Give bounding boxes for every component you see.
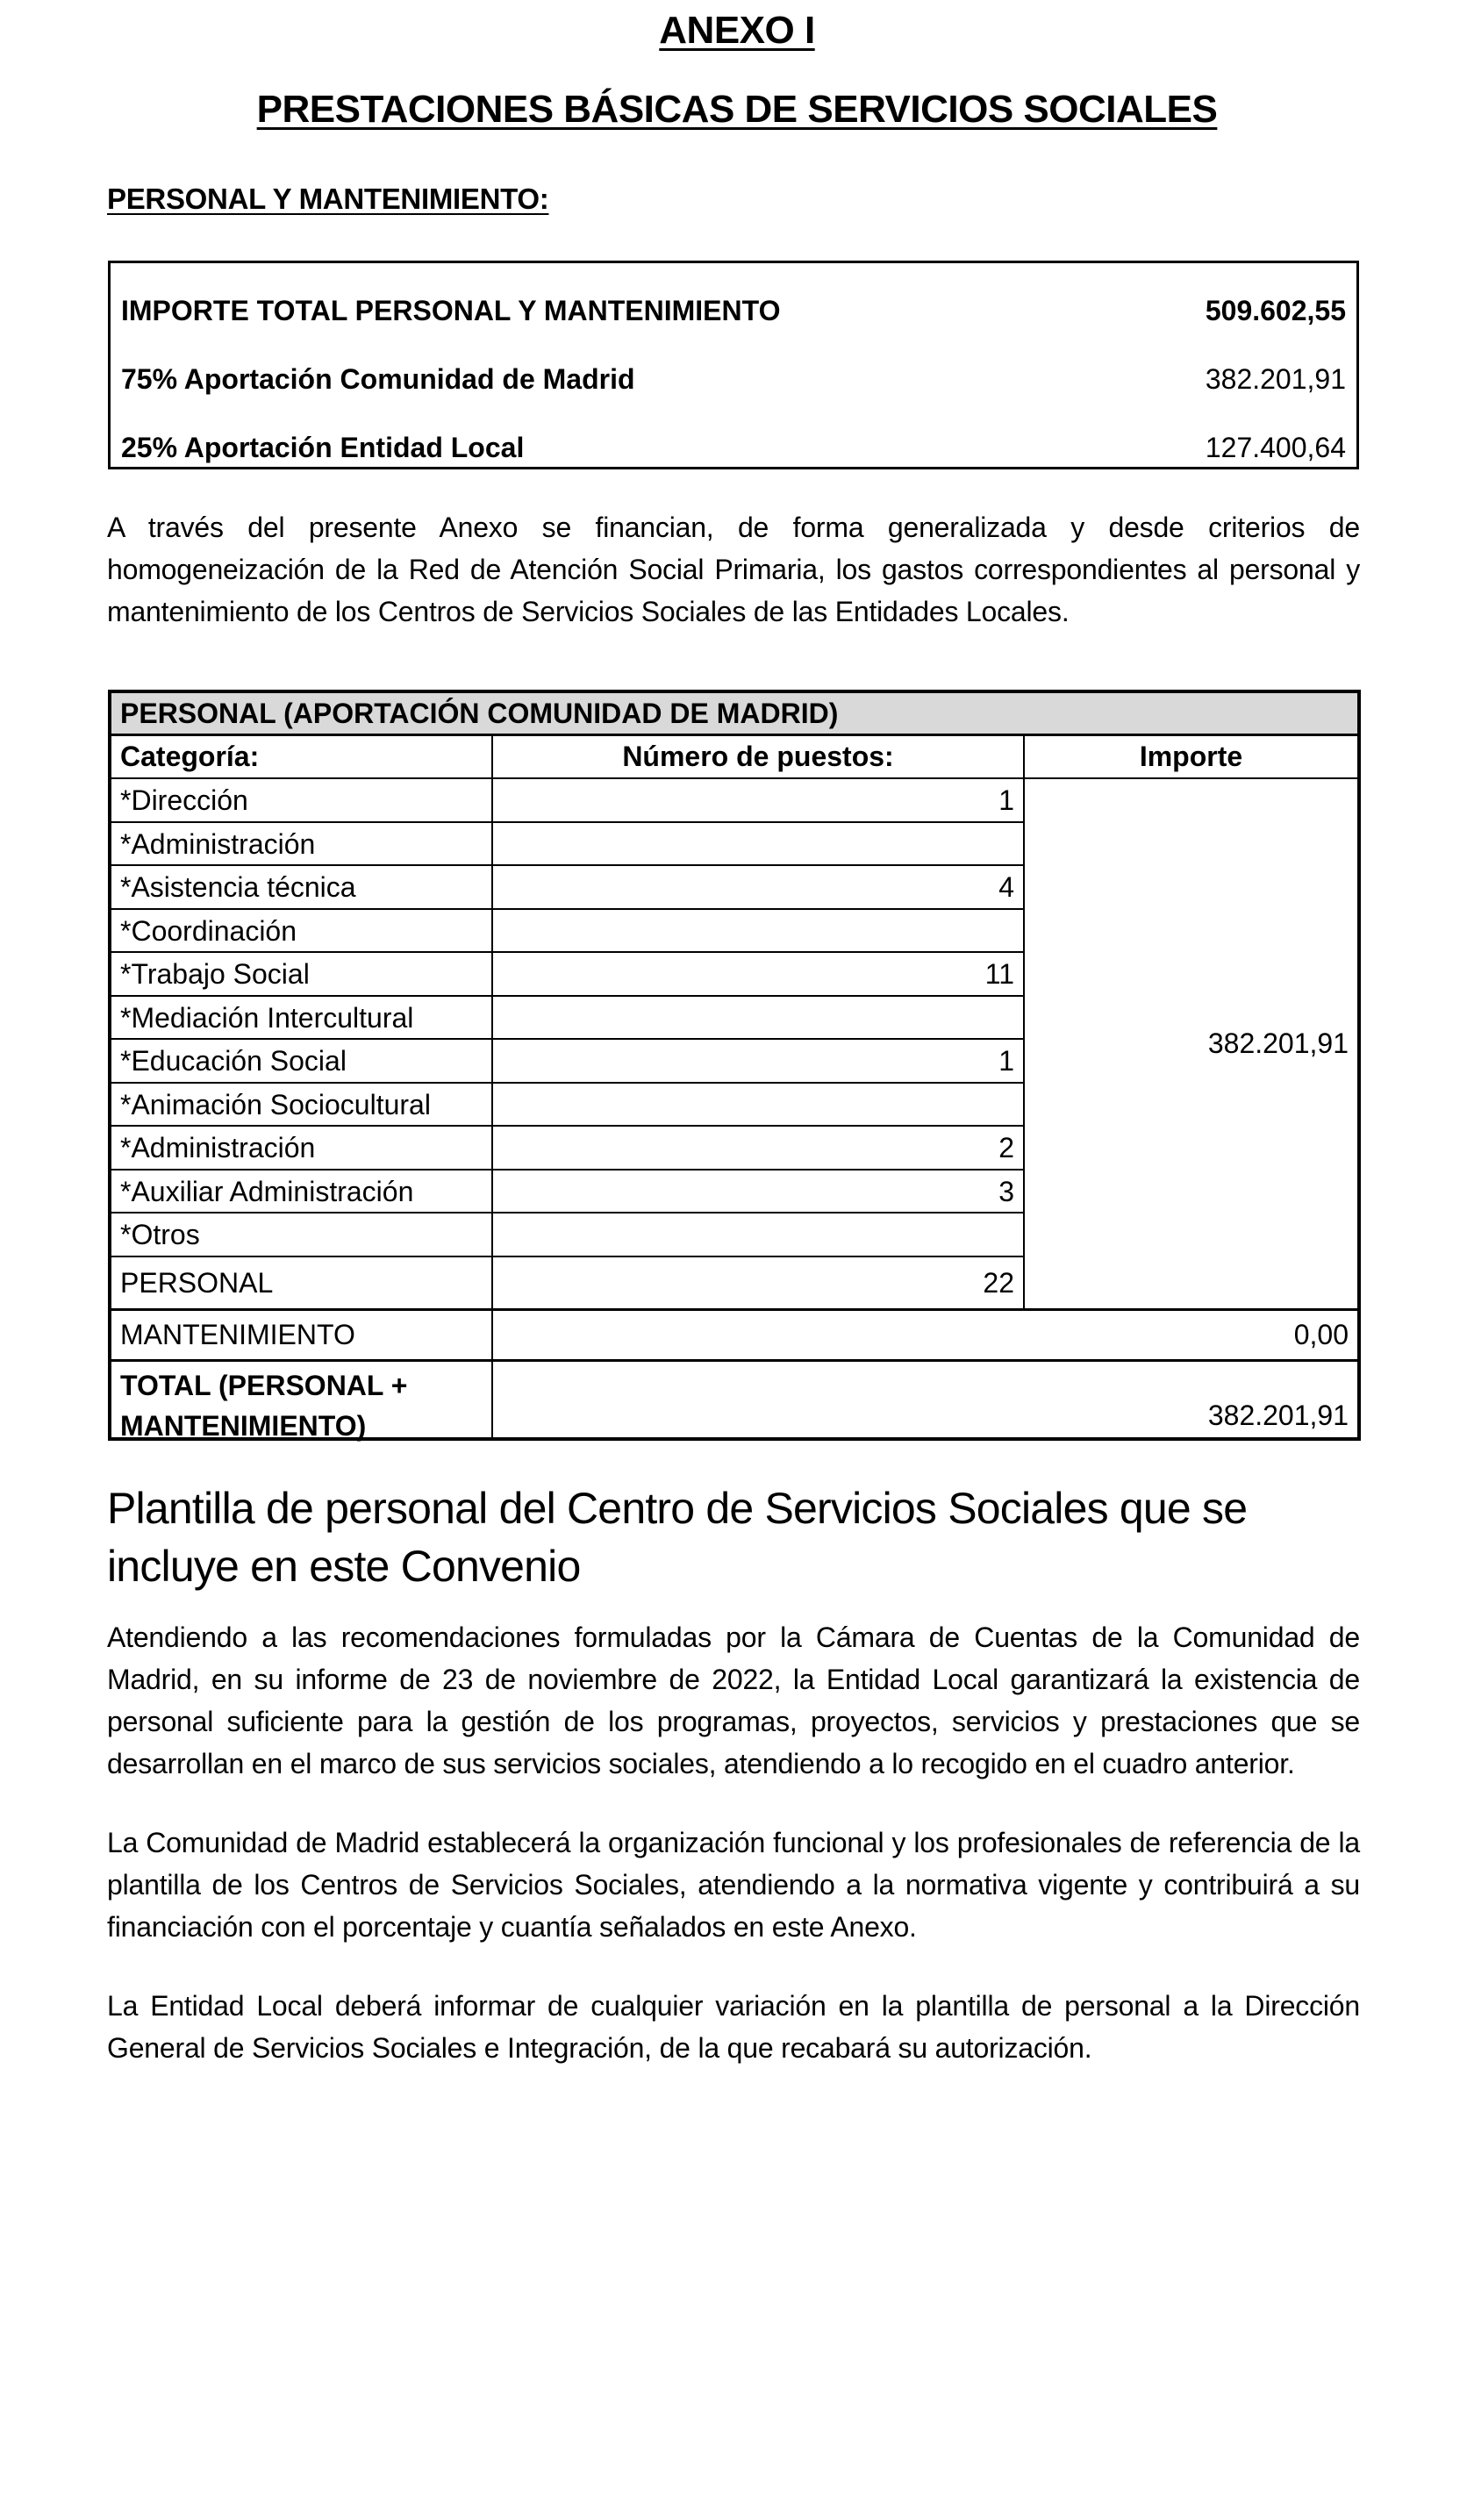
staff-row-category-text: *Administración [120, 828, 316, 860]
summary-row-cam [121, 362, 1346, 397]
staff-row-category [111, 1213, 491, 1256]
staff-row-category [111, 1257, 491, 1308]
column-header-amount-text: Importe [1139, 741, 1243, 772]
staff-row-category [111, 1127, 491, 1169]
staff-row-positions [493, 1040, 1023, 1082]
staff-row-category-text: *Animación Sociocultural [120, 1089, 431, 1120]
staff-row-positions-text: 4 [998, 871, 1014, 903]
staff-row-category-text: *Otros [120, 1219, 200, 1250]
maintenance-label-text: MANTENIMIENTO [120, 1319, 355, 1350]
staff-table-title-text: PERSONAL (APORTACIÓN COMUNIDAD DE MADRID) [120, 698, 839, 729]
staff-row-category [111, 953, 491, 995]
column-header-amount [1025, 735, 1357, 777]
personal-amount-cell-text: 382.201,91 [1207, 1027, 1349, 1060]
staff-row-category-text: PERSONAL [120, 1267, 274, 1299]
summary-row-total [121, 293, 1346, 328]
staff-row-positions [493, 1213, 1023, 1256]
staff-row-category [111, 823, 491, 865]
summary-cam-value: 382.201,91 [1205, 363, 1346, 395]
total-value-text: 382.201,91 [1207, 1400, 1349, 1431]
staff-row-category [111, 779, 491, 821]
staff-row-category-text: *Mediación Intercultural [120, 1002, 414, 1034]
annex-subtitle: PRESTACIONES BÁSICAS DE SERVICIOS SOCIALES [256, 88, 1218, 131]
staff-row-category-text: *Dirección [120, 784, 248, 816]
staff-row-category [111, 910, 491, 952]
staff-row-category-text: *Trabajo Social [120, 958, 310, 990]
staff-row-category-text: *Auxiliar Administración [120, 1176, 414, 1207]
staff-row-category [111, 1084, 491, 1126]
summary-row-local [121, 430, 1346, 465]
staff-row-positions [493, 866, 1023, 908]
section2-heading: Plantilla de personal del Centro de Servicios Sociales que se incluye en este Convenio [107, 1484, 1248, 1591]
staff-table-title [111, 693, 1357, 734]
staff-row-category-text: *Asistencia técnica [120, 871, 356, 903]
staff-row-positions-text: 2 [998, 1132, 1014, 1163]
total-value [493, 1362, 1357, 1438]
staff-table [108, 690, 1361, 1441]
maintenance-label [111, 1311, 491, 1359]
staff-row-positions [493, 910, 1023, 952]
staff-row-positions [493, 1257, 1023, 1308]
table-border-right [1357, 690, 1361, 1441]
staff-row-category [111, 1171, 491, 1213]
funding-summary-box [108, 261, 1359, 469]
summary-cam-label: 75% Aportación Comunidad de Madrid [121, 363, 635, 395]
staff-row-category-text: *Educación Social [120, 1045, 347, 1077]
intro-paragraph: A través del presente Anexo se financian, de forma generalizada y desde criterios de homogeneización de la Red de Atención Social Primaria, los gastos correspondientes al personal y mantenimiento de los Centros de Servicios Sociales de las Entidades Locales. [107, 512, 1360, 627]
staff-row-positions [493, 823, 1023, 865]
column-header-positions-text: Número de puestos: [622, 741, 894, 772]
staff-row-positions-text: 11 [984, 958, 1014, 990]
total-label [111, 1362, 491, 1442]
paragraph-variation: La Entidad Local deberá informar de cualquier variación en la plantilla de personal a la Dirección General de Servicios Sociales e Integración, de la que recabará su autorización. [107, 1990, 1360, 2064]
staff-row-category [111, 866, 491, 908]
staff-row-category [111, 997, 491, 1039]
staff-row-category-text: *Coordinación [120, 915, 297, 947]
total-label-line2: MANTENIMIENTO) [120, 1409, 367, 1442]
annex-title: ANEXO I [659, 9, 815, 52]
staff-row-category-text: *Administración [120, 1132, 316, 1163]
staff-row-category [111, 1040, 491, 1082]
staff-row-positions [493, 1171, 1023, 1213]
maintenance-value [493, 1311, 1357, 1359]
summary-local-label: 25% Aportación Entidad Local [121, 432, 525, 463]
staff-row-positions [493, 779, 1023, 821]
section-label-personal: PERSONAL Y MANTENIMIENTO: [107, 183, 549, 215]
column-header-category-text: Categoría: [120, 741, 260, 772]
staff-row-positions [493, 1084, 1023, 1126]
staff-row-positions-text: 3 [998, 1176, 1014, 1207]
paragraph-recommendations: Atendiendo a las recomendaciones formuladas por la Cámara de Cuentas de la Comunidad de Madrid, en su informe de 23 de noviembre de 2022, la Entidad Local garantizará la existencia de personal suficiente para la gestión de los programas, proyectos, servicios y prestaciones que se desarrollan en el marco de sus servicios sociales, atendiendo a lo recogido en el cuadro anterior. [107, 1622, 1360, 1779]
total-label-line1: TOTAL (PERSONAL + [120, 1369, 408, 1401]
summary-local-value: 127.400,64 [1205, 432, 1346, 463]
summary-total-value: 509.602,55 [1205, 295, 1346, 326]
staff-row-positions-text: 1 [998, 784, 1014, 816]
column-header-positions [493, 735, 1023, 777]
staff-row-positions-text: 1 [998, 1045, 1014, 1077]
staff-row-positions [493, 997, 1023, 1039]
summary-total-label: IMPORTE TOTAL PERSONAL Y MANTENIMIENTO [121, 295, 781, 326]
column-header-category [111, 735, 491, 777]
staff-row-positions-text: 22 [983, 1267, 1014, 1299]
staff-row-positions [493, 1127, 1023, 1169]
maintenance-value-text: 0,00 [1293, 1319, 1349, 1350]
paragraph-organization: La Comunidad de Madrid establecerá la organización funcional y los profesionales de referencia de la plantilla de los Centros de Servicios Sociales, atendiendo a la normativa vigente y contribuirá a su financiación con el porcentaje y cuantía señalados en este Anexo. [107, 1827, 1360, 1943]
personal-amount-cell [1025, 779, 1357, 1308]
staff-row-positions [493, 953, 1023, 995]
